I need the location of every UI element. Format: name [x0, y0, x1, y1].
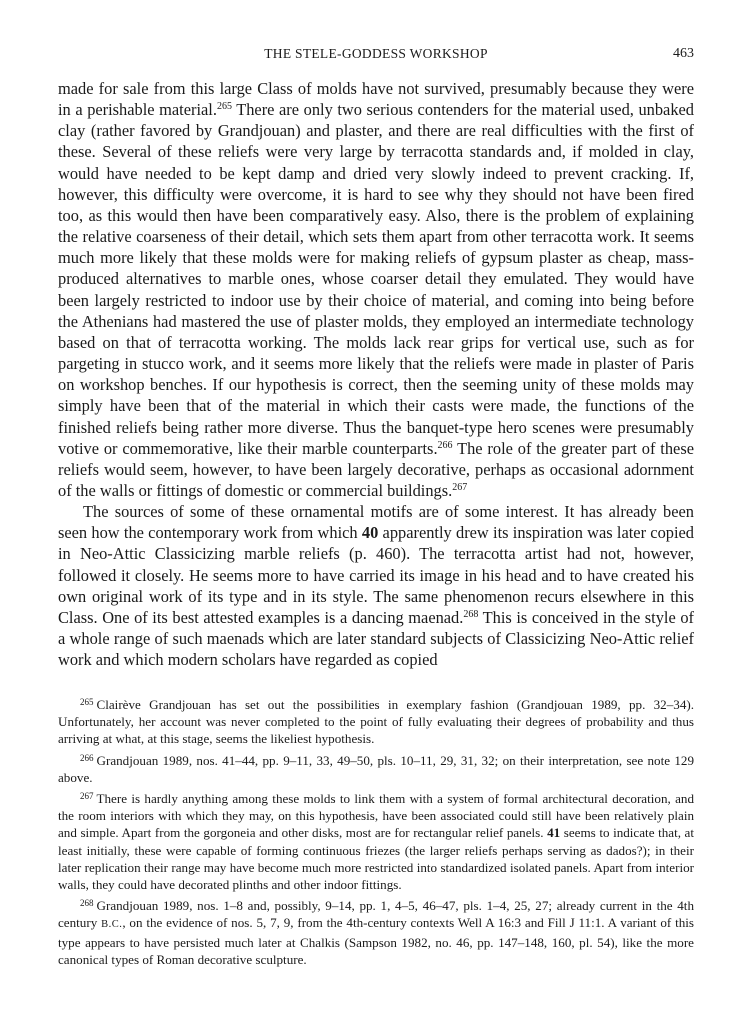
footnote-number: 267: [80, 791, 94, 802]
footnote-text: Grandjouan 1989, nos. 41–44, pp. 9–11, 33, 49–50, pls. 10–11, 29, 31, 32; on their interpretation, see note 129 above.: [58, 752, 694, 785]
main-text: [58, 78, 694, 670]
catalog-number-40: 40: [361, 523, 379, 543]
catalog-number-41: 41: [547, 825, 561, 841]
era-abbreviation: B.C.: [101, 919, 123, 931]
paragraph-2-text-c: This is conceived in the style of a whole range of such maenads which are later standard subjects of Classicizing Neo-Attic relief work and which modern scholars have regarded as copied: [58, 607, 694, 670]
footnote-ref-265: 265: [216, 101, 232, 113]
footnote-number: 266: [80, 752, 94, 763]
footnote-number: 265: [80, 697, 94, 707]
paragraph-1-text-c: The role of the greater part of these reliefs would seem, however, to have been largely decorative, perhaps as occasional adornment of the walls or fittings of domestic or commercial buildings.: [58, 438, 694, 500]
paragraph-1: [58, 78, 694, 501]
footnote-text-b: seems to indicate that, at least initially, these were capable of forming continuous friezes (the larger reliefs perhaps serving as dados?); in their later replication their range may have become much more restricted into standardized isolated panels. Apart from interior walls, they could have decorated plinths and other indoor fittings.: [58, 825, 694, 893]
footnote-268: [58, 897, 694, 968]
footnote-265: [58, 696, 694, 748]
footnote-ref-267: 267: [452, 481, 468, 493]
paragraph-1-text-a: made for sale from this large Class of molds have not survived, presumably because they were in a perishable material.: [58, 79, 694, 120]
footnote-266: [58, 752, 694, 786]
footnote-text-a: There is hardly anything among these molds to link them with a system of formal architectural decoration, and the room interiors with which they may, on this hypothesis, have been associated could still have been relatively plain and simple. Apart from the gorgoneia and other disks, most are for rectangular relief panels.: [58, 791, 694, 841]
footnote-text-b: , on the evidence of nos. 5, 7, 9, from the 4th-century contexts Well A 16:3 and Fill J 11:1. A variant of this type appears to have persisted much later at Chalkis (Sampson 1982, no. 46, pp. 147–148, 160, pl. 54), like the more canonical types of Roman decorative sculpture.: [58, 915, 694, 967]
footnote-number: 268: [80, 898, 94, 909]
footnote-267: [58, 790, 694, 893]
footnote-ref-266: 266: [437, 439, 453, 451]
footnotes: [58, 696, 694, 972]
footnote-text: Clairève Grandjouan has set out the possibilities in exemplary fashion (Grandjouan 1989, pp. 32–34). Unfortunately, her account was never completed to the point of fully evaluating their degrees of probability and thus arriving at what, at this stage, seems the likeliest hypothesis.: [58, 697, 694, 747]
paragraph-1-text-b: There are only two serious contenders for the material used, unbaked clay (rather favored by Grandjouan) and plaster, and there are real difficulties with the first of these. Several of these reliefs were very large by terracotta standards and, if molded in clay, would have needed to be kept damp and dried very slowly indeed to prevent cracking. If, however, this difficulty were overcome, it is hard to see why they should not have been fired too, as this would then have been comparatively easy. Also, there is the problem of explaining the relative coarseness of their detail, which sets them apart from other terracotta work. It seems much more likely that these molds were for making reliefs of gypsum plaster as cheap, mass-produced alternatives to marble ones, whose coarser detail they emulated. They would have been largely restricted to indoor use by their choice of material, and coming into being before the Athenians had mastered the use of plaster molds, they employed an intermediate technology based on that of terracotta working. The molds lack rear grips for vertical use, such as for pargeting in stucco work, and it seems more likely that the reliefs were made in plaster of Paris on workshop benches. If our hypothesis is correct, then the seeming unity of these molds may simply have been that of the material in which their casts were made, the functions of the finished reliefs being rather more diverse. Thus the banquet-type hero scenes were presumably votive or commemorative, like their marble counterparts.: [58, 100, 694, 458]
footnote-ref-268: 268: [463, 608, 479, 620]
paragraph-2-text-a: The sources of some of these ornamental motifs are of some interest. It has already been seen how the contemporary work from which: [58, 502, 694, 543]
footnote-text-a: Grandjouan 1989, nos. 1–8 and, possibly, 9–14, pp. 1, 4–5, 46–47, pls. 1–4, 25, 27; already current in the 4th century: [58, 898, 694, 931]
paragraph-2-text-b: apparently drew its inspiration was later copied in Neo-Attic Classicizing marble reliefs (p. 460). The terracotta artist had not, however, followed it closely. He seems more to have carried its image in his head and to have created his own original work of its type and in its style. The same phenomenon recurs elsewhere in this Class. One of its best attested examples is a dancing maenad.: [58, 523, 694, 627]
page-header: [58, 46, 694, 66]
paragraph-2: [58, 501, 694, 670]
running-title: THE STELE-GODDESS WORKSHOP: [264, 46, 488, 61]
page-number: 463: [673, 46, 694, 61]
